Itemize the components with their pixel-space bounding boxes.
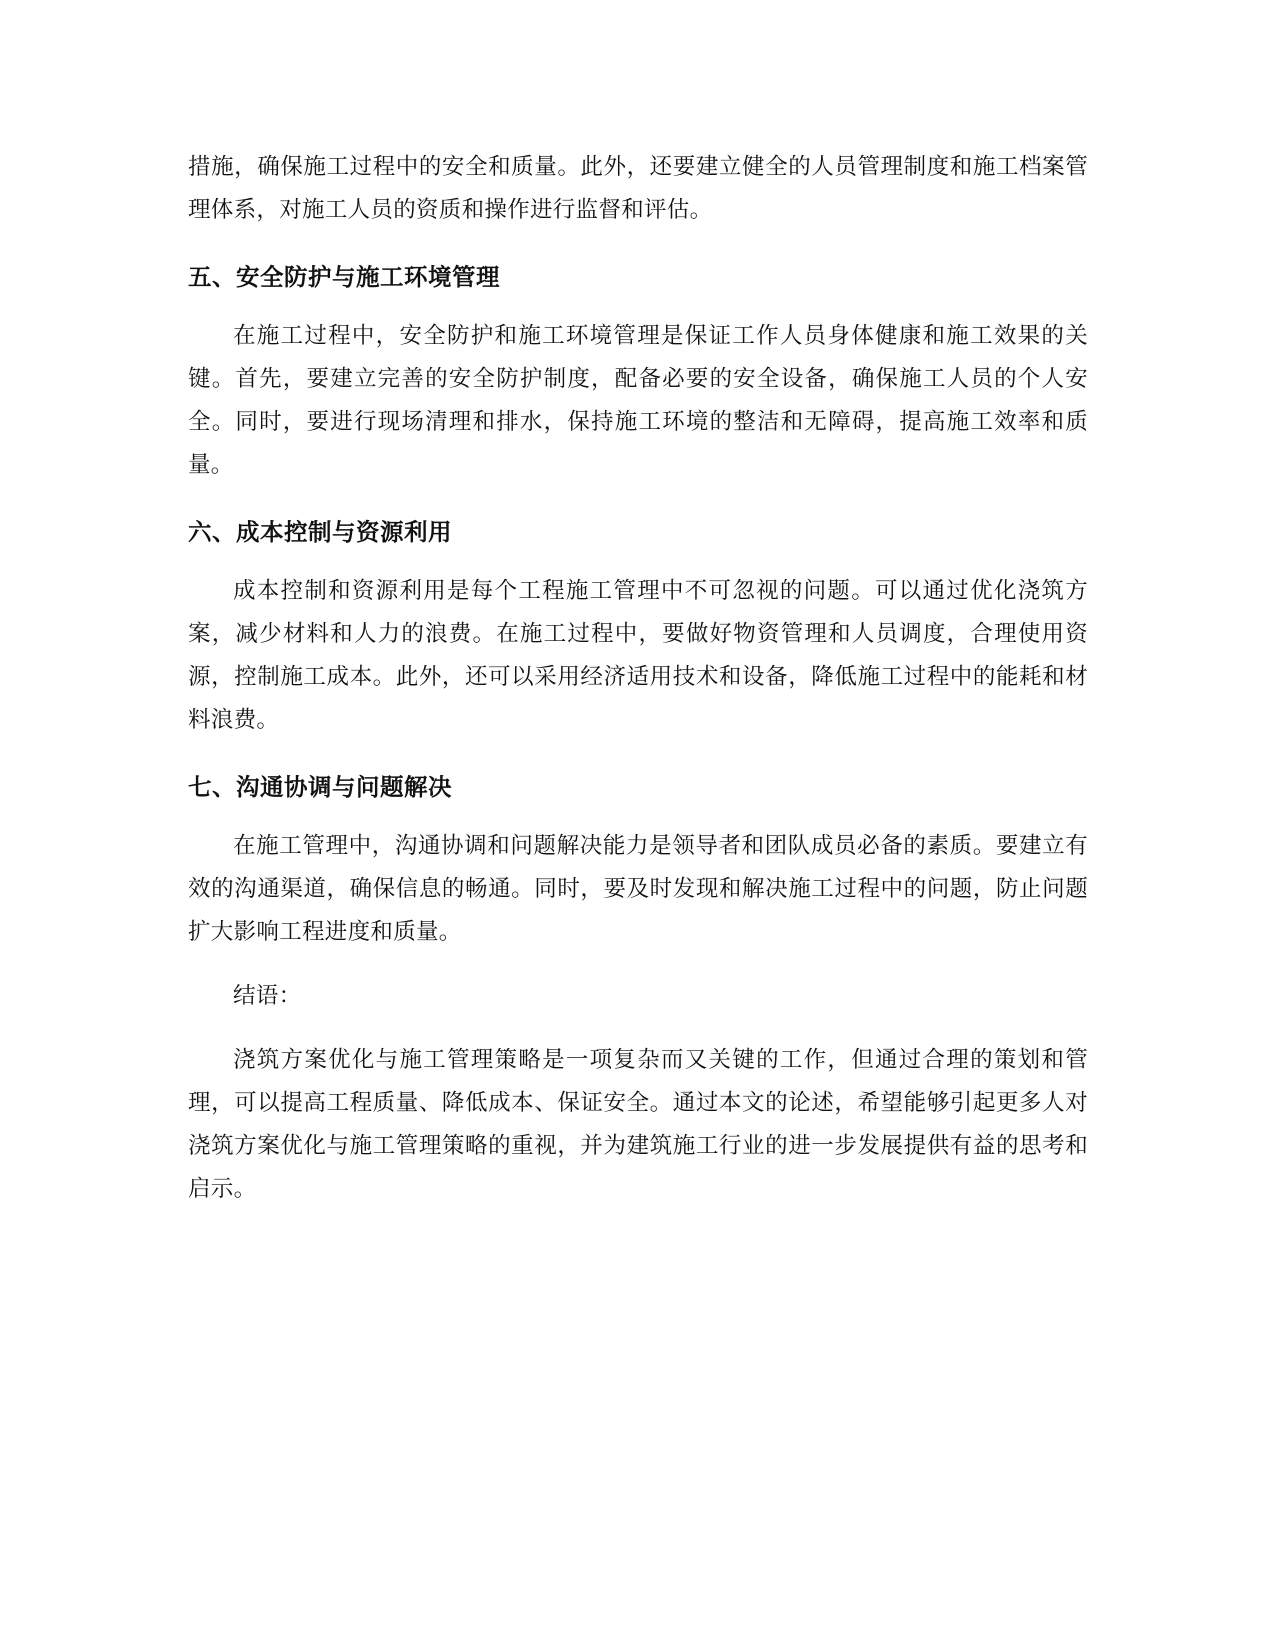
document-body — [188, 146, 1088, 1211]
conclusion-paragraph: 浇筑方案优化与施工管理策略是一项复杂而又关键的工作，但通过合理的策划和管理，可以提高工程质量、降低成本、保证安全。通过本文的论述，希望能够引起更多人对浇筑方案优化与施工管理策略的重视，并为建筑施工行业的进一步发展提供有益的思考和启示。 — [188, 1047, 1088, 1202]
intro-paragraph: 措施，确保施工过程中的安全和质量。此外，还要建立健全的人员管理制度和施工档案管理体系，对施工人员的资质和操作进行监督和评估。 — [188, 154, 1088, 223]
section-heading-6: 六、成本控制与资源利用 — [188, 518, 452, 546]
section-heading-5: 五、安全防护与施工环境管理 — [188, 263, 500, 291]
section-body-7: 在施工管理中，沟通协调和问题解决能力是领导者和团队成员必备的素质。要建立有效的沟通渠道，确保信息的畅通。同时，要及时发现和解决施工过程中的问题，防止问题扩大影响工程进度和质量。 — [188, 833, 1088, 945]
section-body-5: 在施工过程中，安全防护和施工环境管理是保证工作人员身体健康和施工效果的关键。首先，要建立完善的安全防护制度，配备必要的安全设备，确保施工人员的个人安全。同时，要进行现场清理和排水，保持施工环境的整洁和无障碍，提高施工效率和质量。 — [188, 323, 1088, 478]
section-body-6: 成本控制和资源利用是每个工程施工管理中不可忽视的问题。可以通过优化浇筑方案，减少材料和人力的浪费。在施工过程中，要做好物资管理和人员调度，合理使用资源，控制施工成本。此外，还可以采用经济适用技术和设备，降低施工过程中的能耗和材料浪费。 — [188, 578, 1088, 733]
section-heading-7: 七、沟通协调与问题解决 — [188, 773, 452, 801]
conclusion-label: 结语： — [233, 983, 302, 1009]
